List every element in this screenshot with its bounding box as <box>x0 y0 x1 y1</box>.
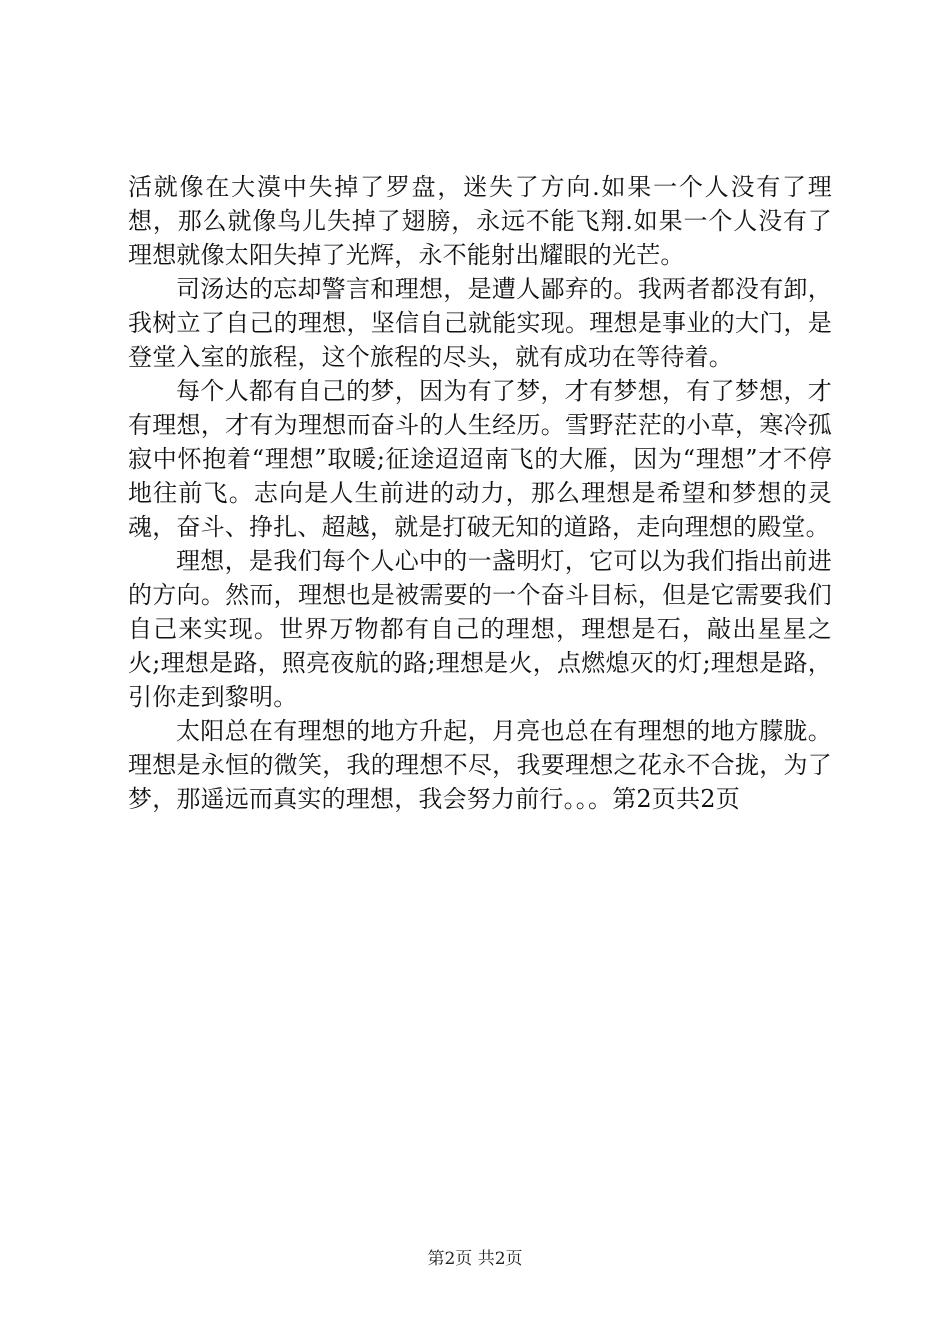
paragraph: 太阳总在有理想的地方升起，月亮也总在有理想的地方朦胧。理想是永恒的微笑，我的理想不尽，我要理想之花永不合拢，为了梦，那遥远而真实的理想，我会努力前行。。。第2页共2页 <box>128 717 832 813</box>
paragraph: 理想，是我们每个人心中的一盏明灯，它可以为我们指出前进的方向。然而，理想也是被需要的一个奋斗目标，但是它需要我们自己来实现。世界万物都有自己的理想，理想是石，敲出星星之火;理想是路，照亮夜航的路;理想是火，点燃熄灭的灯;理想是路，引你走到黎明。 <box>128 547 832 711</box>
paragraph-continuation: 活就像在大漠中失掉了罗盘，迷失了方向.如果一个人没有了理想，那么就像鸟儿失掉了翅膀，永远不能飞翔.如果一个人没有了理想就像太阳失掉了光辉，永不能射出耀眼的光芒。 <box>128 173 832 269</box>
page-footer: 第2页 共2页 <box>427 1249 523 1269</box>
paragraph: 司汤达的忘却警言和理想，是遭人鄙弃的。我两者都没有卸，我树立了自己的理想，坚信自己就能实现。理想是事业的大门，是登堂入室的旅程，这个旅程的尽头，就有成功在等待着。 <box>128 275 832 371</box>
paragraph: 每个人都有自己的梦，因为有了梦，才有梦想，有了梦想，才有理想，才有为理想而奋斗的人生经历。雪野茫茫的小草，寒冷孤寂中怀抱着“理想”取暖;征途迢迢南飞的大雁，因为“理想”才不停地往前飞。志向是人生前进的动力，那么理想是希望和梦想的灵魂，奋斗、挣扎、超越，就是打破无知的道路，走向理想的殿堂。 <box>128 377 832 541</box>
document-body <box>128 170 832 816</box>
